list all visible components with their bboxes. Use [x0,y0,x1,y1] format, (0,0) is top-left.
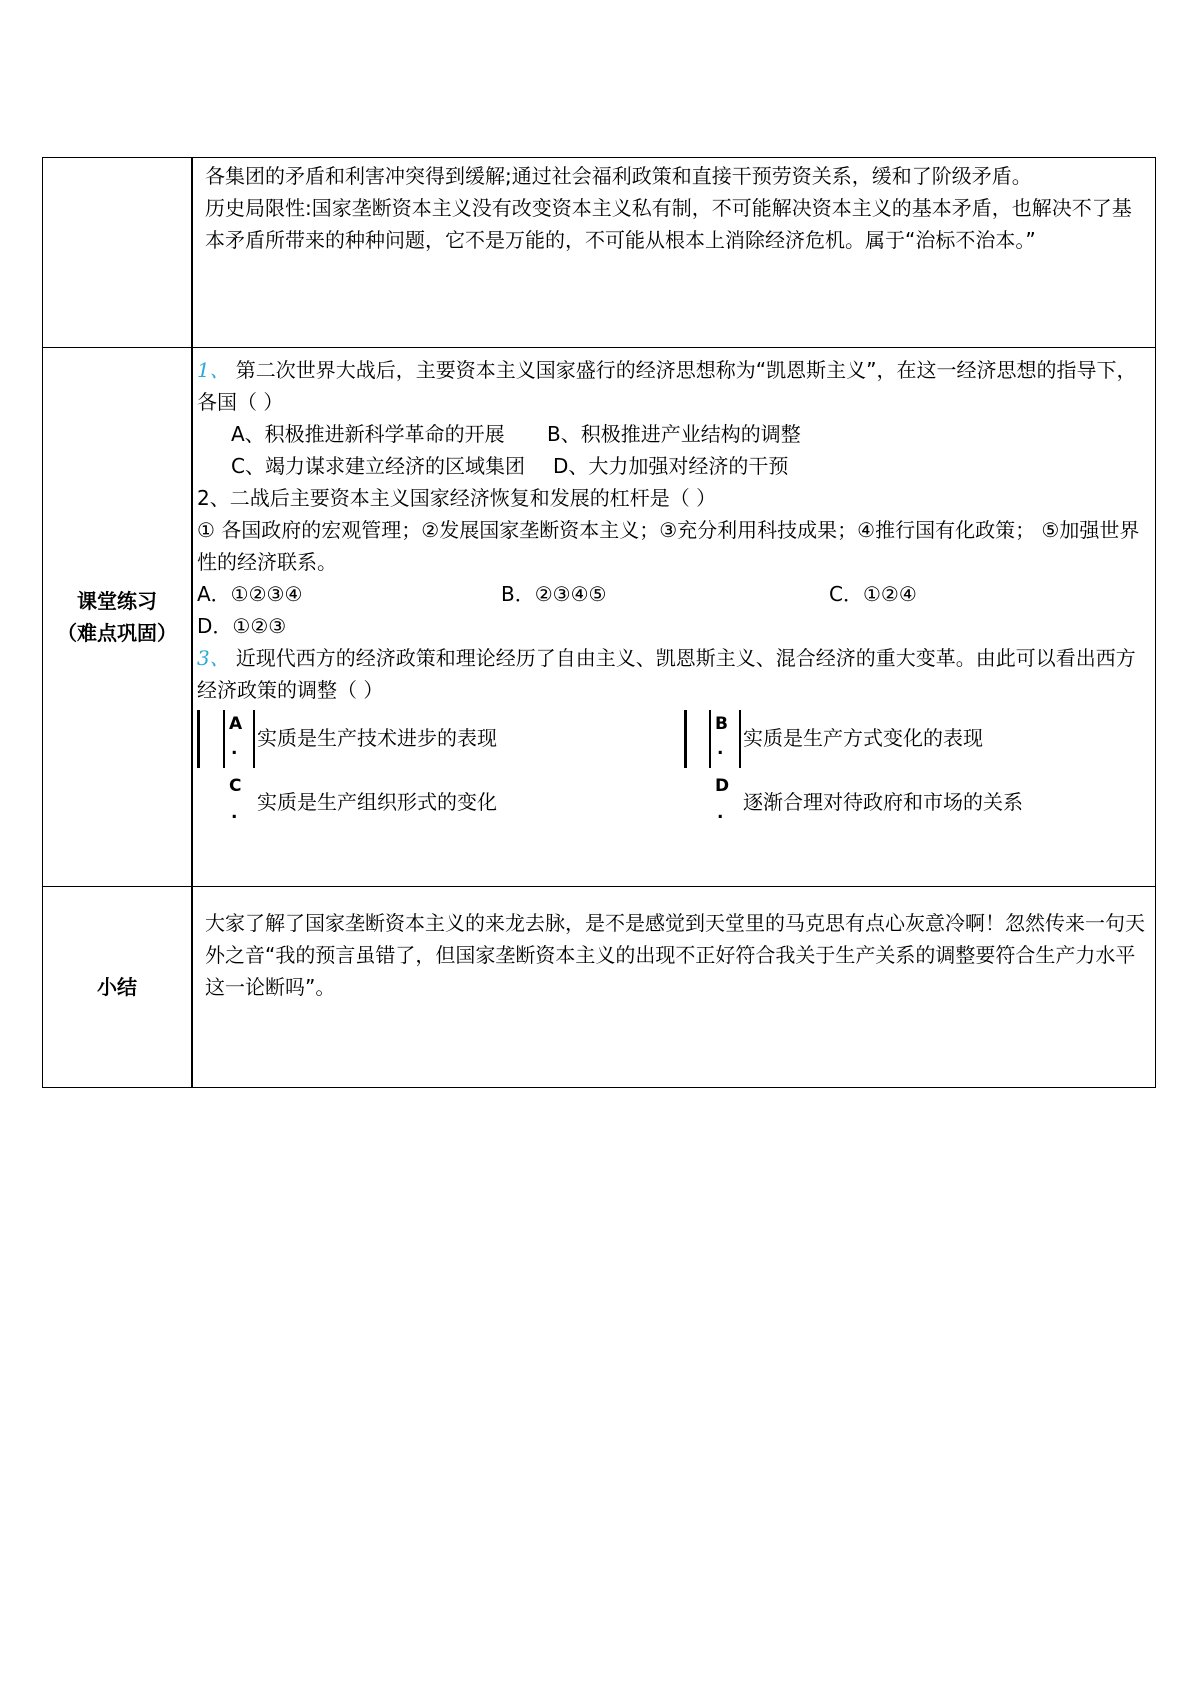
table-row-summary [43,887,1156,1088]
question-1-options-ab [197,418,1151,450]
question-2-option-a: A．①②③④ [197,582,303,606]
table-row-exercises [43,348,1156,887]
question-3-option-b: 实质是生产方式变化的表现 [743,726,983,750]
question-1-option-a: A、积极推进新科学革命的开展 [231,422,505,446]
question-1 [197,354,1151,418]
question-2: 2、二战后主要资本主义国家经济恢复和发展的杠杆是（ ） [197,486,717,510]
exercises-label-cell [43,348,193,887]
question-1-option-c: C、竭力谋求建立经济的区域集团 [231,454,525,478]
question-3-text: 近现代西方的经济政策和理论经历了自由主义、凯恩斯主义、混合经济的重大变革。由此可以看出西方经济政策的调整（ ） [197,646,1136,702]
question-2-options [197,578,1151,610]
summary-text: 大家了解了国家垄断资本主义的来龙去脉，是不是感觉到天堂里的马克思有点心灰意冷啊！忽然传来一句天外之音“我的预言虽错了，但国家垄断资本主义的出现不正好符合我关于生产关系的调整要符合生产力水平这一论断吗”。 [205,911,1145,999]
question-1-option-b: B、积极推进产业结构的调整 [547,422,801,446]
question-3-number: 3、 [197,646,230,670]
question-1-text: 第二次世界大战后，主要资本主义国家盛行的经济思想称为“凯恩斯主义”，在这一经济思想的指导下，各国（ ） [197,358,1137,414]
option-divider [197,710,200,768]
summary-cell [192,887,1156,1088]
question-3 [197,642,1151,706]
option-divider [253,710,255,768]
option-divider [684,710,687,768]
question-3-option-d-letter: D [715,776,730,796]
question-3-option-b-letter: B [715,714,728,734]
summary-label: 小结 [43,887,193,1088]
option-divider [739,710,741,768]
question-3-option-d: 逐渐合理对待政府和市场的关系 [743,790,1023,814]
table-row-analysis [43,158,1156,348]
question-3-option-a-letter: A [229,714,243,734]
question-1-option-d: D、大力加强对经济的干预 [553,454,789,478]
question-3-option-c-letter: C [229,776,242,796]
exercises-sublabel: （难点巩固） [57,621,177,645]
question-2-option-d: D．①②③ [197,614,287,638]
question-3-options [197,710,1151,832]
question-3-option-a: 实质是生产技术进步的表现 [257,726,497,750]
question-3-option-b-dot: . [717,739,724,759]
option-divider [223,710,225,768]
row-label-empty [43,158,193,348]
analysis-cell [192,158,1156,348]
question-2-option-b: B．②③④⑤ [501,582,607,606]
question-2-items: ① 各国政府的宏观管理；②发展国家垄断资本主义；③充分利用科技成果；④推行国有化政策； ⑤加强世界性的经济联系。 [197,518,1140,574]
option-divider [709,710,711,768]
question-1-number: 1、 [197,358,230,382]
question-3-option-d-dot: . [717,803,724,823]
question-3-option-a-dot: . [231,739,238,759]
lesson-table [42,157,1156,1088]
question-2-option-c: C．①②④ [829,582,917,606]
question-1-options-cd [197,450,1151,482]
analysis-line-2: 历史局限性:国家垄断资本主义没有改变资本主义私有制，不可能解决资本主义的基本矛盾，也解决不了基本矛盾所带来的种种问题，它不是万能的，不可能从根本上消除经济危机。属于“治标不治本。” [205,196,1132,252]
exercises-cell [192,348,1156,887]
question-3-option-c-dot: . [231,803,238,823]
analysis-line-1: 各集团的矛盾和利害冲突得到缓解;通过社会福利政策和直接干预劳资关系，缓和了阶级矛盾。 [205,164,1032,188]
question-3-option-c: 实质是生产组织形式的变化 [257,790,497,814]
exercises-label: 课堂练习 [77,589,157,613]
